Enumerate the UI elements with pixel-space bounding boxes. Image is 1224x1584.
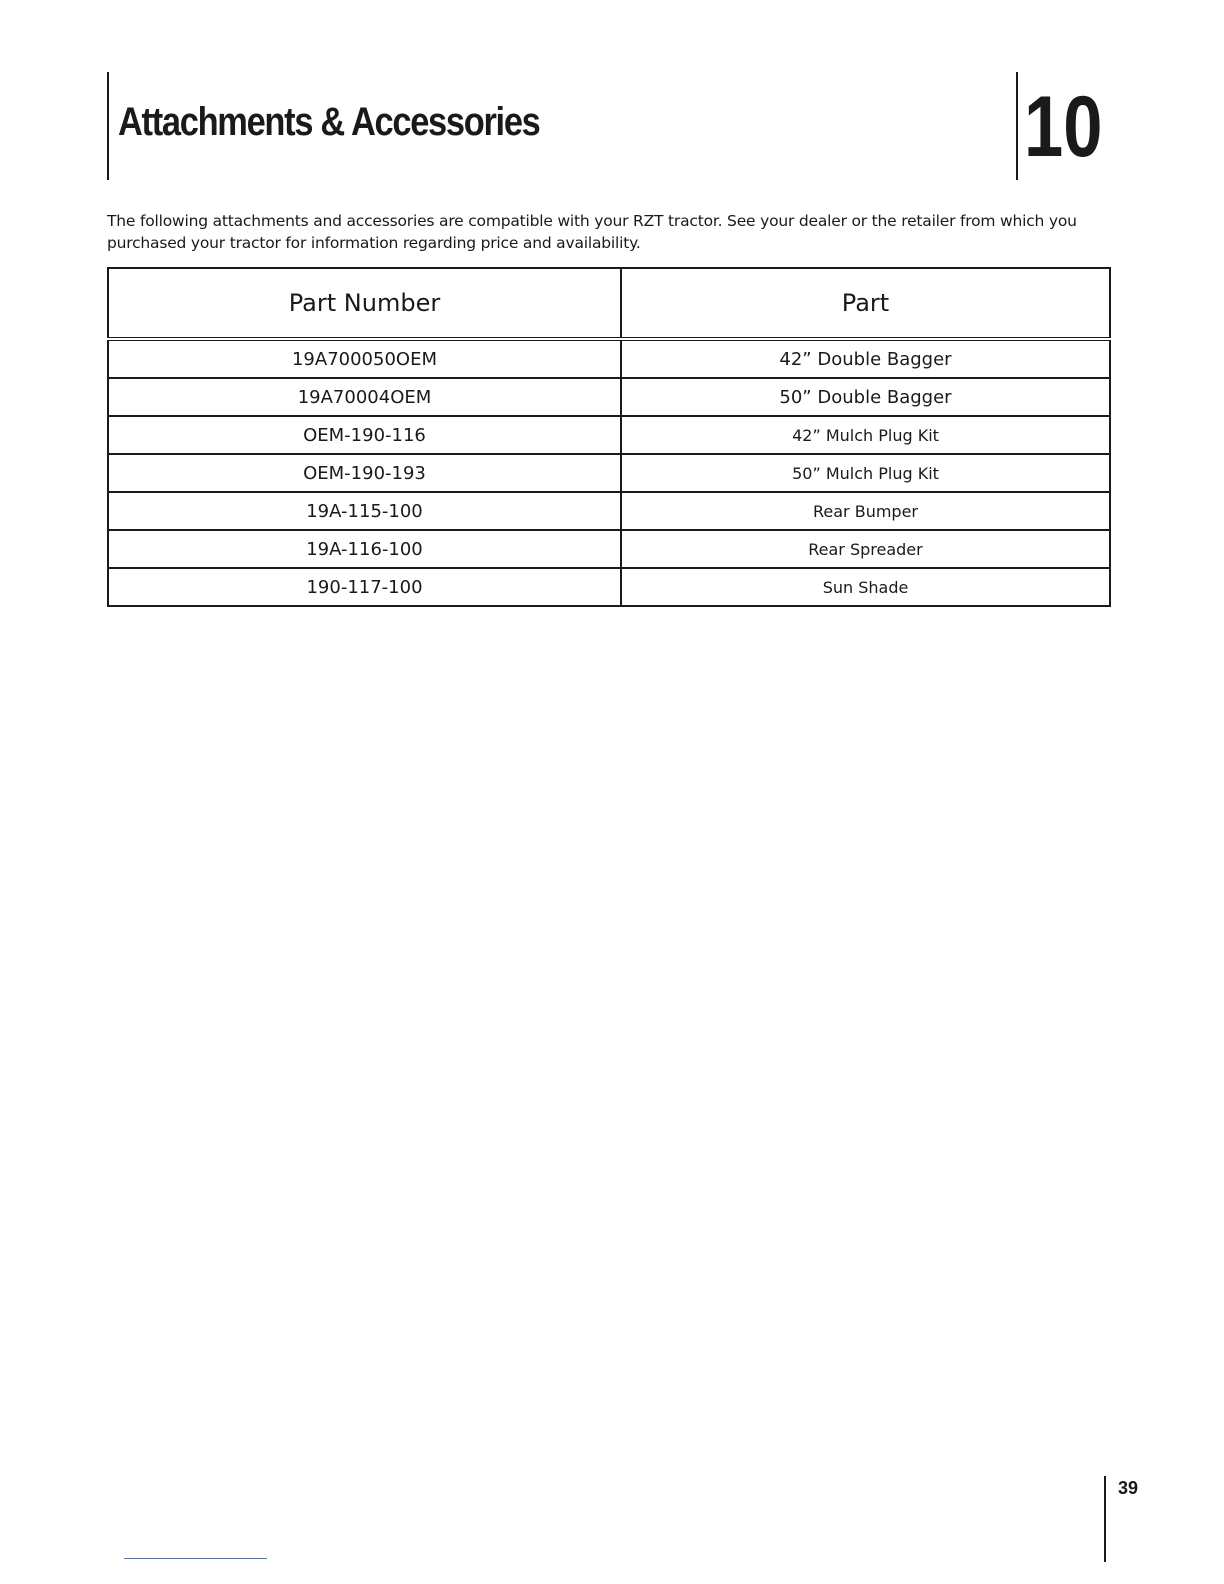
part-number-cell: 19A-116-100 bbox=[108, 530, 621, 568]
table-row bbox=[108, 339, 1110, 378]
title-divider bbox=[107, 72, 109, 180]
table-row bbox=[108, 378, 1110, 416]
chapter-divider bbox=[1016, 72, 1018, 180]
part-number-cell: 19A700050OEM bbox=[108, 339, 621, 378]
column-header-part-number: Part Number bbox=[108, 268, 621, 339]
part-number-cell: 19A-115-100 bbox=[108, 492, 621, 530]
page-number: 39 bbox=[1118, 1478, 1139, 1498]
part-name-cell: 50” Double Bagger bbox=[621, 378, 1110, 416]
footer-rule bbox=[124, 1558, 267, 1559]
part-number-cell: OEM-190-193 bbox=[108, 454, 621, 492]
table-row bbox=[108, 492, 1110, 530]
chapter-number: 10 bbox=[1024, 79, 1103, 175]
part-name-cell: 42” Double Bagger bbox=[621, 339, 1110, 378]
table-header-row bbox=[108, 268, 1110, 339]
table-row bbox=[108, 454, 1110, 492]
part-number-cell: 19A70004OEM bbox=[108, 378, 621, 416]
column-header-part: Part bbox=[621, 268, 1110, 339]
part-number-cell: 190-117-100 bbox=[108, 568, 621, 606]
table-row bbox=[108, 568, 1110, 606]
table-row bbox=[108, 530, 1110, 568]
page-title: Attachments & Accessories bbox=[118, 100, 540, 144]
part-name-cell: Rear Bumper bbox=[621, 492, 1110, 530]
page-number-divider bbox=[1104, 1476, 1106, 1562]
part-name-cell: 50” Mulch Plug Kit bbox=[621, 454, 1110, 492]
intro-paragraph: The following attachments and accessories are compatible with your RZT tractor. See your dealer or the retailer from which you purchased your tractor for information regarding price and availability. bbox=[107, 212, 1077, 252]
part-name-cell: Sun Shade bbox=[621, 568, 1110, 606]
part-number-cell: OEM-190-116 bbox=[108, 416, 621, 454]
table-row bbox=[108, 416, 1110, 454]
accessories-table bbox=[107, 267, 1111, 607]
part-name-cell: Rear Spreader bbox=[621, 530, 1110, 568]
part-name-cell: 42” Mulch Plug Kit bbox=[621, 416, 1110, 454]
